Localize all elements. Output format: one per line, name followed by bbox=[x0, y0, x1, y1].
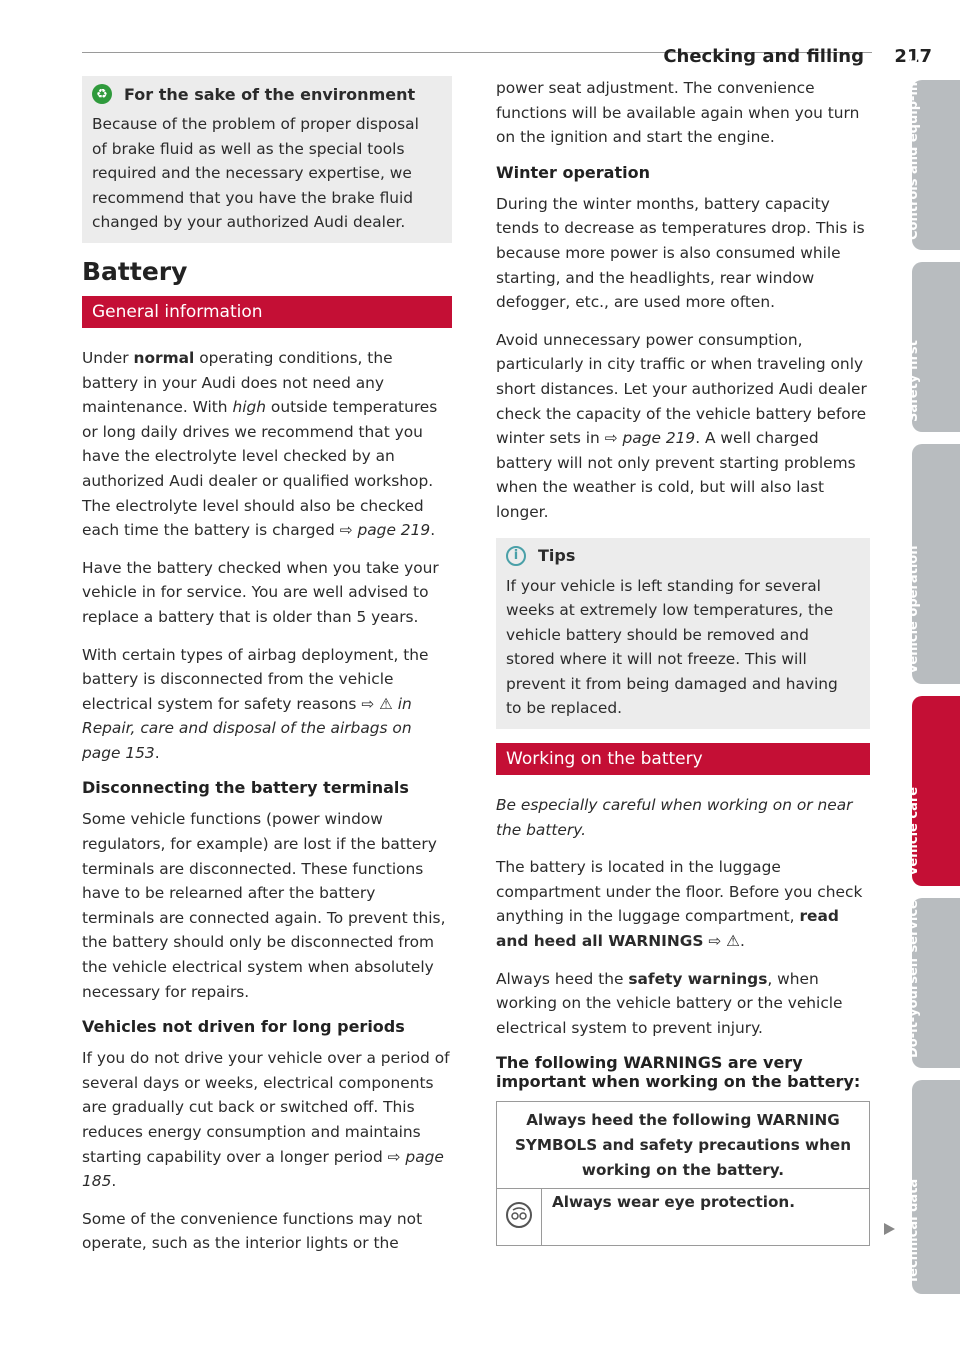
left-column bbox=[82, 76, 452, 1269]
table-row bbox=[497, 1189, 869, 1245]
paragraph-avoid-consumption: Avoid unnecessary power consumption, particularly in city traffic or when traveling only short distances. Let your authorized Audi dealer check the capacity of the vehicle battery before winter sets in ⇨ page 219. A well charged battery will not only prevent starting problems when the weather is cold, but will also last longer. bbox=[496, 330, 867, 521]
sidebar-tab-vehicle-care[interactable]: Vehicle care bbox=[912, 696, 960, 886]
paragraph-winter: During the winter months, battery capacity tends to decrease as temperatures drop. This is because more power is also consumed while starting, and the headlights, rear window defogger, etc., are used more often. bbox=[496, 194, 865, 312]
environment-note bbox=[82, 76, 452, 243]
not-driven-heading: Vehicles not driven for long periods bbox=[82, 1017, 405, 1037]
paragraph-power-seat: power seat adjustment. The convenience functions will be available again when you turn on the ignition and start the engine. bbox=[496, 79, 860, 147]
running-header-title: Checking and filling bbox=[663, 46, 864, 67]
page-185-reference-link[interactable]: ⇨ page 185 bbox=[82, 1147, 444, 1191]
sidebar-tab-controls[interactable]: Controls and equip-ment bbox=[912, 80, 960, 250]
general-information-bar: General information bbox=[82, 296, 452, 328]
paragraph-service-check: Have the battery checked when you take your vehicle in for service. You are well advised to replace a battery that is older than 5 years. bbox=[82, 558, 439, 626]
working-on-battery-bar: Working on the battery bbox=[496, 743, 870, 775]
warning-table-header: Always heed the following WARNING SYMBOLS and safety precautions when working on the battery. bbox=[497, 1102, 869, 1189]
sidebar-tab-technical-data[interactable]: Technical data bbox=[912, 1080, 960, 1294]
tips-note bbox=[496, 538, 870, 730]
sidebar-tab-safety[interactable]: Safety first bbox=[912, 262, 960, 432]
paragraph-safety-warnings: Always heed the safety warnings, when working on the vehicle battery or the vehicle electrical system to prevent injury. bbox=[496, 969, 843, 1037]
eye-protection-icon bbox=[497, 1189, 542, 1245]
eye-protection-text: Always wear eye protection. bbox=[552, 1193, 795, 1212]
paragraph-be-careful: Be especially careful when working on or near the battery. bbox=[496, 796, 853, 839]
sidebar-tab-do-it-yourself[interactable]: Do-it-yourself service bbox=[912, 898, 960, 1068]
winter-heading: Winter operation bbox=[496, 162, 650, 182]
environment-note-text: Because of the problem of proper disposal of brake fluid as well as the special tools required and the necessary expertise, we recommend that you have the brake fluid changed by your authorized Audi dealer. bbox=[92, 115, 419, 232]
page-219-reference-link[interactable]: ⇨ page 219 bbox=[604, 429, 696, 448]
paragraph-not-driven: If you do not drive your vehicle over a period of several days or weeks, electrical components are gradually cut back or switched off. This reduces energy consumption and maintains starting capability over a longer period ⇨ page 185. bbox=[82, 1049, 450, 1191]
paragraph-convenience: Some of the convenience functions may not operate, such as the interior lights or the bbox=[82, 1209, 423, 1253]
warning-reference-link[interactable]: ⇨ ⚠ bbox=[703, 932, 740, 951]
page-number: 217 bbox=[894, 46, 932, 67]
recycle-icon: ♻ bbox=[92, 84, 112, 104]
info-icon: i bbox=[506, 546, 526, 566]
battery-title: Battery bbox=[82, 256, 188, 286]
paragraph-airbag: With certain types of airbag deployment, the battery is disconnected from the vehicle electrical system for safety reasons ⇨ ⚠ in Repair, care and disposal of the airbags on page 153. bbox=[82, 645, 429, 762]
tips-title: Tips bbox=[538, 546, 576, 565]
page-reference-link[interactable]: ⇨ page 219 bbox=[339, 521, 431, 540]
tips-text: If your vehicle is left standing for several weeks at extremely low temperatures, the vehicle battery should be removed and stored where it will not freeze. This will prevent it from being damaged and having to be replaced. bbox=[506, 576, 838, 718]
sidebar-tab-vehicle-operation[interactable]: Vehicle operation bbox=[912, 444, 960, 684]
warning-symbols-table bbox=[496, 1101, 870, 1246]
following-warnings-heading: The following WARNINGS are very important when working on the battery: bbox=[496, 1053, 861, 1092]
paragraph-normal-conditions: Under normal operating conditions, the battery in your Audi does not need any maintenance. With high outside temperatures or long daily drives we recommend that you have the electrolyte level checked by an authorized Audi dealer or qualified workshop. The electrolyte level should also be checked each time the battery is charged ⇨ page 219. bbox=[82, 348, 438, 540]
continue-arrow-icon bbox=[884, 1223, 895, 1235]
paragraph-battery-location: The battery is located in the luggage compartment under the floor. Before you check anything in the luggage compartment, read and heed all WARNINGS ⇨ ⚠. bbox=[496, 858, 863, 951]
environment-note-title: For the sake of the environment bbox=[124, 84, 416, 104]
airbag-reference-link[interactable]: ⇨ ⚠ in Repair, care and disposal of the airbags on page 153 bbox=[82, 694, 412, 762]
disconnect-heading: Disconnecting the battery terminals bbox=[82, 778, 409, 798]
paragraph-disconnect: Some vehicle functions (power window regulators, for example) are lost if the battery terminals are disconnected. These functions have to be relearned after the battery terminals are connected again. To prevent this, the battery should only be disconnected from the vehicle electrical system when absolutely necessary for repairs. bbox=[82, 810, 446, 1001]
right-column bbox=[496, 76, 870, 1246]
